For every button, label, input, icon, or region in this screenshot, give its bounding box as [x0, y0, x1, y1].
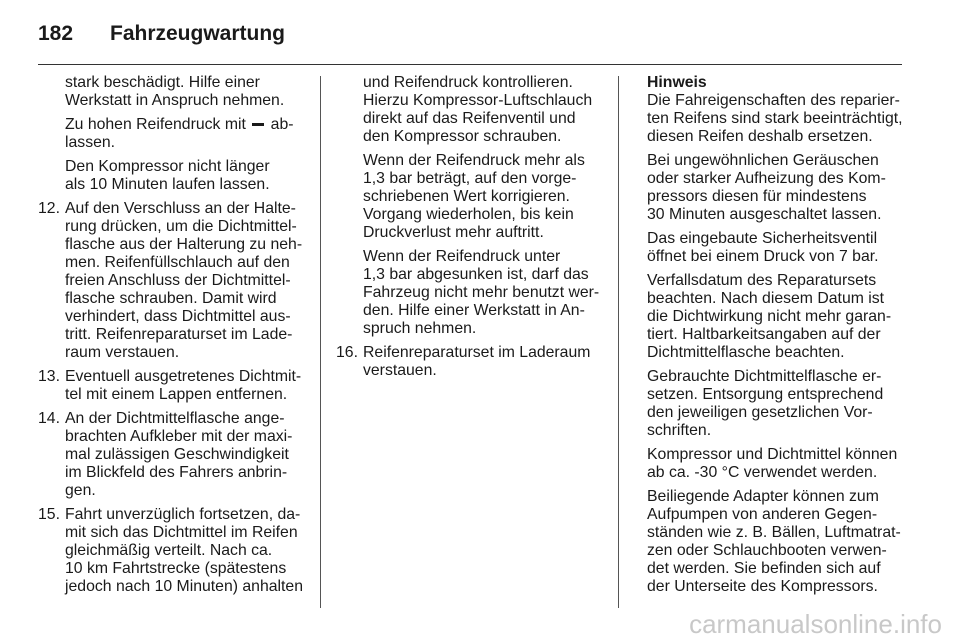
paragraph: stark beschädigt. Hilfe einer Werkstatt in Anspruch nehmen. — [65, 74, 285, 109]
column-1 — [38, 74, 313, 602]
paragraph: Gebrauchte Dichtmittelflasche er- setzen. Entsorgung entsprechend den jeweiligen gesetzlichen Vor- schriften. — [647, 368, 884, 439]
list-item: 16. Reifenreparaturset im Laderaum verstauen. — [336, 344, 591, 379]
list-number: 13. — [38, 368, 60, 385]
paragraph: Wenn der Reifendruck unter 1,3 bar abgesunken ist, darf das Fahrzeug nicht mehr benutzt wer- den. Hilfe einer Werkstatt in An- spruch nehmen. — [363, 248, 600, 337]
pressure-release-icon — [252, 123, 264, 126]
paragraph: Verfallsdatum des Reparatursets beachten. Nach diesem Datum ist die Dichtwirkung nicht mehr garan- tiert. Haltbarkeitsangaben auf der Dichtmittelflasche beachten. — [647, 272, 892, 361]
paragraph: Beiliegende Adapter können zum Aufpumpen von anderen Gegen- ständen wie z. B. Bällen, Luftmatrat- zen oder Schlauchbooten verwen- det werden. Sie befinden sich auf der Unterseite des Kompressors. — [647, 488, 901, 595]
paragraph: Das eingebaute Sicherheitsventil öffnet bei einem Druck von 7 bar. — [647, 230, 879, 265]
column-2 — [336, 74, 611, 386]
list-item: 12. Auf den Verschluss an der Halte- rung drücken, um die Dichtmittel- flasche aus der Halterung zu neh- men. Reifenfüllschlauch auf den freien Anschluss der Dichtmittel- flasche schrauben. Damit wird verhindert, dass Dichtmittel aus- tritt. Reifenreparaturset im Lade- raum verstauen. — [38, 200, 303, 361]
list-number: 15. — [38, 506, 60, 523]
paragraph: Zu hohen Reifendruck mit ab- lassen. — [65, 116, 294, 151]
list-number: 12. — [38, 200, 60, 217]
paragraph: Wenn der Reifendruck mehr als 1,3 bar beträgt, auf den vorge- schriebenen Wert korrigieren. Vorgang wiederholen, bis kein Druckverlust mehr auftritt. — [363, 152, 585, 241]
watermark: carmanualsonline.info — [689, 609, 942, 639]
list-item: 15. Fahrt unverzüglich fortsetzen, da- mit sich das Dichtmittel im Reifen gleichmäßig verteilt. Nach ca. 10 km Fahrtstrecke (spätestens jedoch nach 10 Minuten) anhalten — [38, 506, 304, 595]
column-divider-2 — [618, 76, 619, 608]
list-number: 14. — [38, 410, 60, 427]
paragraph: Den Kompressor nicht länger als 10 Minuten laufen lassen. — [65, 158, 270, 193]
paragraph: Kompressor und Dichtmittel können ab ca. -30 °C verwendet werden. — [647, 446, 898, 481]
column-divider-1 — [320, 76, 321, 608]
list-number: 16. — [336, 344, 358, 361]
paragraph: Die Fahreigenschaften des reparier- ten Reifens sind stark beeinträchtigt, diesen Reifen deshalb ersetzen. — [647, 92, 903, 145]
paragraph: und Reifendruck kontrollieren. Hierzu Kompressor-Luftschlauch direkt auf das Reifenventil und den Kompressor schrauben. — [363, 74, 593, 145]
header-rule — [38, 64, 902, 65]
column-3-hint — [647, 74, 947, 602]
list-item: 14. An der Dichtmittelflasche ange- brachten Aufkleber mit der maxi- mal zulässigen Geschwindigkeit im Blickfeld des Fahrers anbrin- gen. — [38, 410, 293, 499]
list-item: 13. Eventuell ausgetretenes Dichtmit- tel mit einem Lappen entfernen. — [38, 368, 302, 403]
page-header — [38, 18, 285, 50]
page-title: Fahrzeugwartung — [110, 22, 286, 45]
page-number: 182 — [38, 22, 74, 45]
paragraph: Bei ungewöhnlichen Geräuschen oder starker Aufheizung des Kom- pressors diesen für mindestens 30 Minuten ausgeschaltet lassen. — [647, 152, 886, 223]
hint-title: Hinweis — [647, 74, 707, 91]
